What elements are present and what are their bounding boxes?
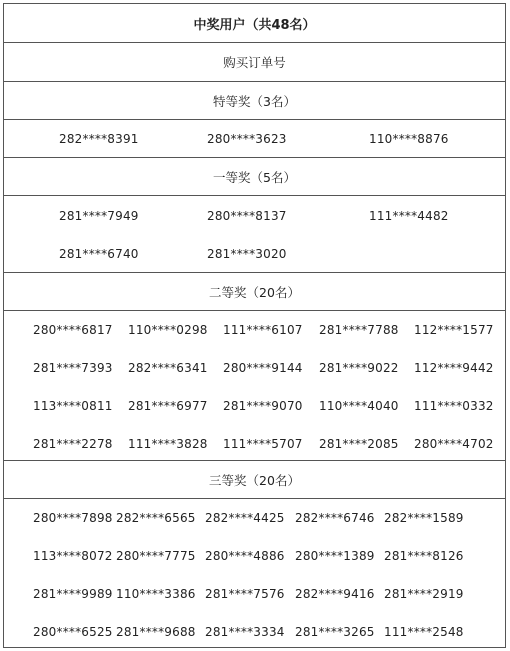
prize-numbers-second (4, 311, 505, 461)
order-number: 111****0332 (414, 399, 494, 413)
prize-label-special: 特等奖（3名） (213, 93, 296, 109)
order-number: 280****7898 (33, 511, 113, 525)
prize-label-first: 一等奖（5名） (213, 169, 296, 185)
order-number: 281****3265 (295, 625, 375, 639)
prize-header-row-second (4, 273, 505, 311)
order-number: 281****7949 (59, 209, 139, 223)
order-number: 282****4425 (205, 511, 285, 525)
order-number: 280****8137 (207, 209, 287, 223)
table-title-row (4, 4, 505, 43)
prize-header-row-special (4, 82, 505, 120)
order-number: 282****6746 (295, 511, 375, 525)
order-number: 281****2919 (384, 587, 464, 601)
order-number: 281****2278 (33, 437, 113, 451)
prize-header-row-first (4, 158, 505, 196)
order-number: 282****9416 (295, 587, 375, 601)
order-number: 111****4482 (369, 209, 449, 223)
order-number: 281****8126 (384, 549, 464, 563)
order-number: 281****6740 (59, 247, 139, 261)
order-number: 280****3623 (207, 132, 287, 146)
order-number: 281****7393 (33, 361, 113, 375)
order-number: 111****3828 (128, 437, 208, 451)
table-title: 中奖用户（共48名） (193, 17, 316, 33)
order-number: 280****1389 (295, 549, 375, 563)
order-number: 281****3020 (207, 247, 287, 261)
order-number: 280****7775 (116, 549, 196, 563)
order-number: 282****6565 (116, 511, 196, 525)
order-number: 281****2085 (319, 437, 399, 451)
order-number: 280****9144 (223, 361, 303, 375)
prize-label-second: 二等奖（20名） (209, 284, 300, 300)
winners-table (3, 3, 506, 648)
order-number: 110****8876 (369, 132, 449, 146)
order-number: 281****7788 (319, 323, 399, 337)
order-number: 111****6107 (223, 323, 303, 337)
order-number: 282****1589 (384, 511, 464, 525)
order-number: 281****9022 (319, 361, 399, 375)
order-number: 113****8072 (33, 549, 113, 563)
order-number: 280****4886 (205, 549, 285, 563)
order-number: 111****5707 (223, 437, 303, 451)
order-number: 280****6817 (33, 323, 113, 337)
order-number: 281****3334 (205, 625, 285, 639)
order-number: 110****3386 (116, 587, 196, 601)
order-number: 281****9070 (223, 399, 303, 413)
prize-header-row-third (4, 461, 505, 499)
prize-label-third: 三等奖（20名） (209, 472, 300, 488)
prize-numbers-third (4, 499, 505, 647)
prize-numbers-special (4, 120, 505, 158)
order-number: 281****7576 (205, 587, 285, 601)
order-number: 281****9989 (33, 587, 113, 601)
order-number: 280****6525 (33, 625, 113, 639)
order-number: 110****4040 (319, 399, 399, 413)
order-number: 281****6977 (128, 399, 208, 413)
order-number-header-row (4, 43, 505, 82)
order-number-header: 购买订单号 (223, 55, 286, 70)
order-number: 282****8391 (59, 132, 139, 146)
order-number: 110****0298 (128, 323, 208, 337)
order-number: 280****4702 (414, 437, 494, 451)
prize-numbers-first (4, 196, 505, 273)
order-number: 113****0811 (33, 399, 113, 413)
order-number: 112****9442 (414, 361, 494, 375)
order-number: 111****2548 (384, 625, 464, 639)
order-number: 281****9688 (116, 625, 196, 639)
order-number: 282****6341 (128, 361, 208, 375)
order-number: 112****1577 (414, 323, 494, 337)
